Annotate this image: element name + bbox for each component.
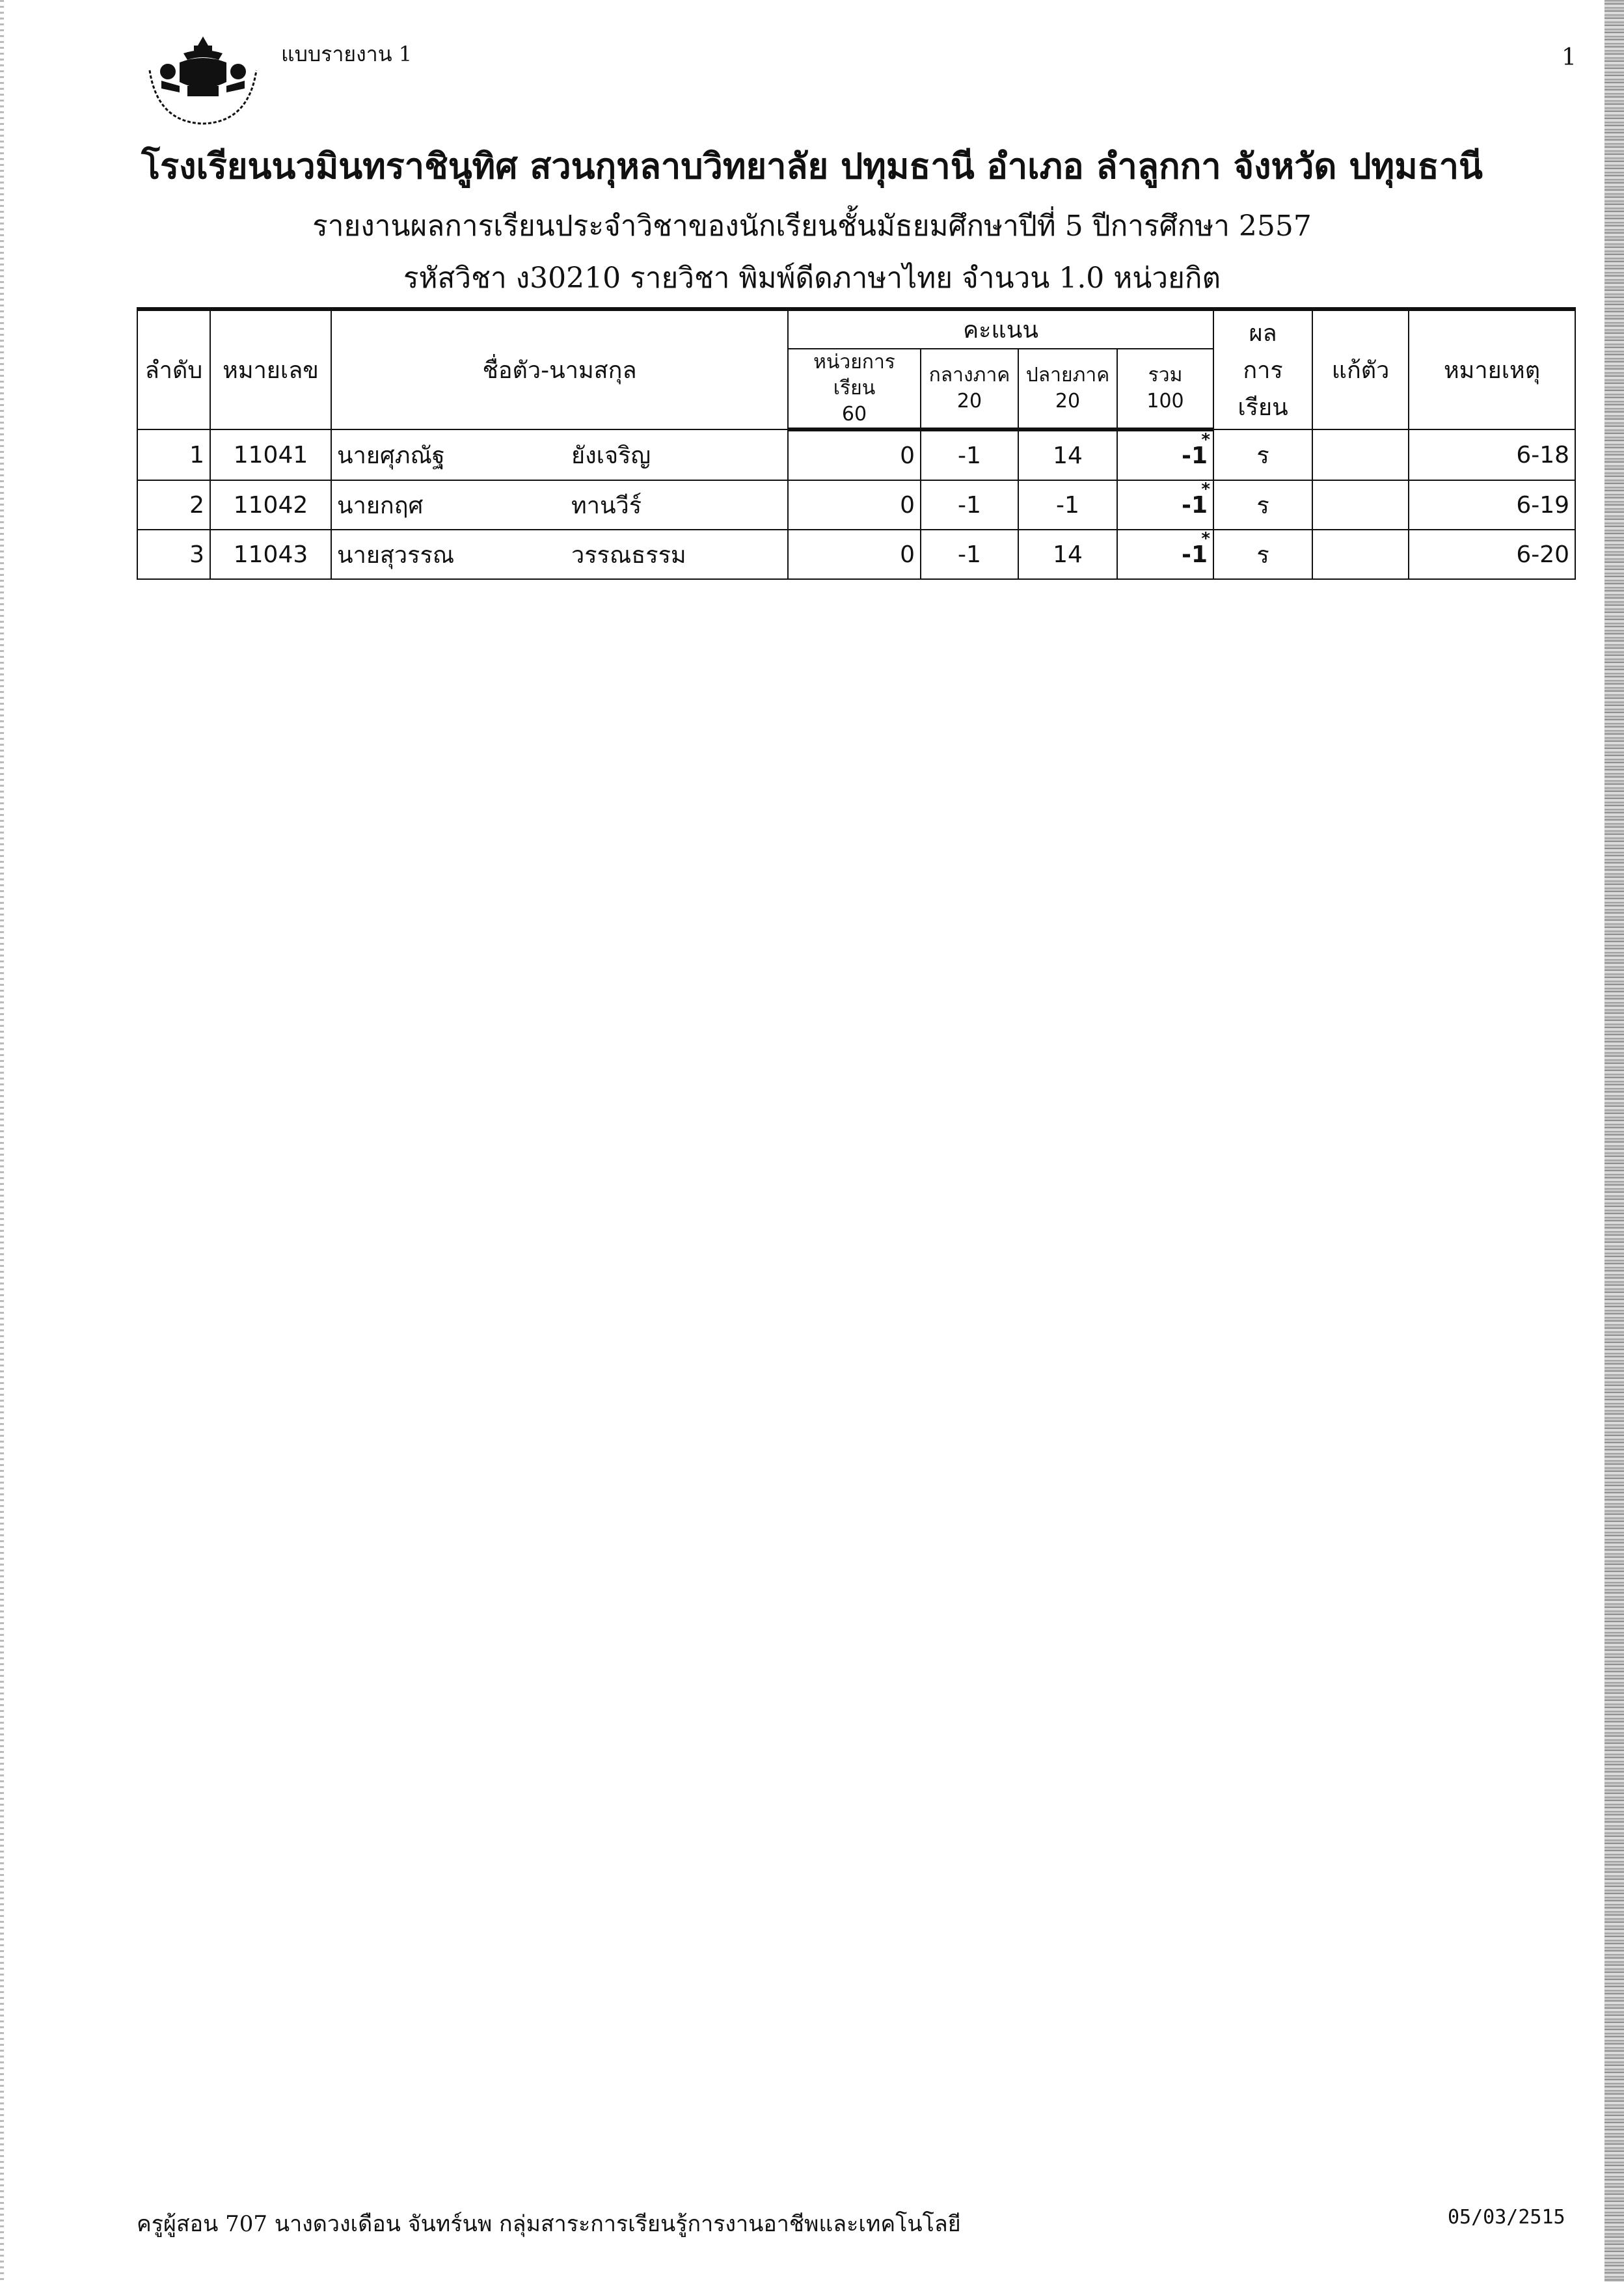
teacher-footer: ครูผู้สอน 707 นางดวงเดือน จันทร์นพ กลุ่มสาระการเรียนรู้การงานอาชีพและเทคโนโลยี — [137, 2211, 961, 2237]
asterisk-mark: * — [1201, 529, 1211, 549]
col-seq-header: ลำดับ — [137, 309, 210, 429]
cell-unit-score: 0 — [788, 429, 921, 480]
cell-unit-score: 0 — [788, 530, 921, 579]
cell-student-id: 11041 — [210, 429, 331, 480]
col-total-max: 100 — [1146, 390, 1184, 413]
cell-note: 6-20 — [1409, 530, 1575, 579]
cell-name — [331, 480, 788, 530]
col-final-label: ปลายภาค — [1025, 364, 1110, 387]
col-total-header — [1117, 349, 1213, 429]
col-name-header: ชื่อตัว-นามสกุล — [331, 309, 788, 429]
col-final-header — [1018, 349, 1117, 429]
col-score-header: คะแนน — [788, 309, 1213, 349]
cell-last-name: ทานวีร์ — [571, 492, 642, 519]
col-note-header: หมายเหตุ — [1409, 309, 1575, 429]
cell-fix — [1312, 480, 1409, 530]
cell-student-id: 11043 — [210, 530, 331, 579]
cell-seq: 2 — [137, 480, 210, 530]
form-label: แบบรายงาน 1 — [281, 42, 413, 66]
cell-mid-score: -1 — [921, 429, 1018, 480]
col-unit-header — [788, 349, 921, 429]
cell-first-name: นายศุภณัฐ — [337, 442, 445, 469]
table-row — [137, 530, 1575, 579]
col-result-line2: การเรียน — [1238, 357, 1288, 421]
cell-first-name: นายสุวรรณ — [337, 541, 455, 569]
cell-fix — [1312, 530, 1409, 579]
cell-total-value: -1 — [1182, 541, 1208, 568]
col-mid-header — [921, 349, 1018, 429]
cell-final-score: 14 — [1018, 429, 1117, 480]
cell-last-name: ยังเจริญ — [571, 442, 651, 469]
school-seal-logo — [138, 31, 268, 129]
page-number: 1 — [1562, 44, 1577, 71]
cell-note: 6-19 — [1409, 480, 1575, 530]
cell-fix — [1312, 429, 1409, 480]
cell-final-score: 14 — [1018, 530, 1117, 579]
cell-name — [331, 530, 788, 579]
report-subtitle: รายงานผลการเรียนประจำวิชาของนักเรียนชั้นมัธยมศึกษาปีที่ 5 ปีการศึกษา 2557 — [312, 210, 1312, 243]
school-title: โรงเรียนนวมินทราชินูทิศ สวนกุหลาบวิทยาลัย ปทุมธานี อำเภอ ลำลูกกา จังหวัด ปทุมธานี — [141, 145, 1483, 187]
course-info: รหัสวิชา ง30210 รายวิชา พิมพ์ดีดภาษาไทย จำนวน 1.0 หน่วยกิต — [403, 262, 1221, 295]
col-result-header — [1213, 309, 1312, 429]
cell-mid-score: -1 — [921, 480, 1018, 530]
cell-name — [331, 429, 788, 480]
print-date: 05/03/2515 — [1448, 2206, 1565, 2229]
cell-total-value: -1 — [1182, 491, 1208, 519]
cell-seq: 1 — [137, 429, 210, 480]
col-unit-label: หน่วยการเรียน — [813, 351, 895, 400]
table-row — [137, 480, 1575, 530]
col-mid-max: 20 — [956, 390, 982, 413]
cell-total-score — [1117, 480, 1213, 530]
col-mid-label: กลางภาค — [928, 364, 1010, 387]
col-unit-max: 60 — [841, 403, 867, 426]
cell-total-score — [1117, 429, 1213, 480]
asterisk-mark: * — [1201, 430, 1211, 450]
cell-mid-score: -1 — [921, 530, 1018, 579]
cell-total-score — [1117, 530, 1213, 579]
grade-table — [137, 307, 1576, 580]
col-result-line1: ผล — [1249, 320, 1277, 347]
table-row — [137, 429, 1575, 480]
cell-result: ร — [1213, 480, 1312, 530]
cell-student-id: 11042 — [210, 480, 331, 530]
col-id-header: หมายเลข — [210, 309, 331, 429]
asterisk-mark: * — [1201, 480, 1211, 499]
col-fix-header: แก้ตัว — [1312, 309, 1409, 429]
cell-seq: 3 — [137, 530, 210, 579]
scan-edge-right — [1604, 0, 1624, 2282]
cell-result: ร — [1213, 530, 1312, 579]
cell-final-score: -1 — [1018, 480, 1117, 530]
col-final-max: 20 — [1055, 390, 1081, 413]
cell-total-value: -1 — [1182, 442, 1208, 469]
cell-note: 6-18 — [1409, 429, 1575, 480]
col-total-label: รวม — [1148, 364, 1183, 387]
cell-unit-score: 0 — [788, 480, 921, 530]
cell-last-name: วรรณธรรม — [571, 541, 686, 569]
cell-result: ร — [1213, 429, 1312, 480]
cell-first-name: นายกฤศ — [337, 492, 424, 519]
scan-edge-left — [0, 0, 4, 2282]
